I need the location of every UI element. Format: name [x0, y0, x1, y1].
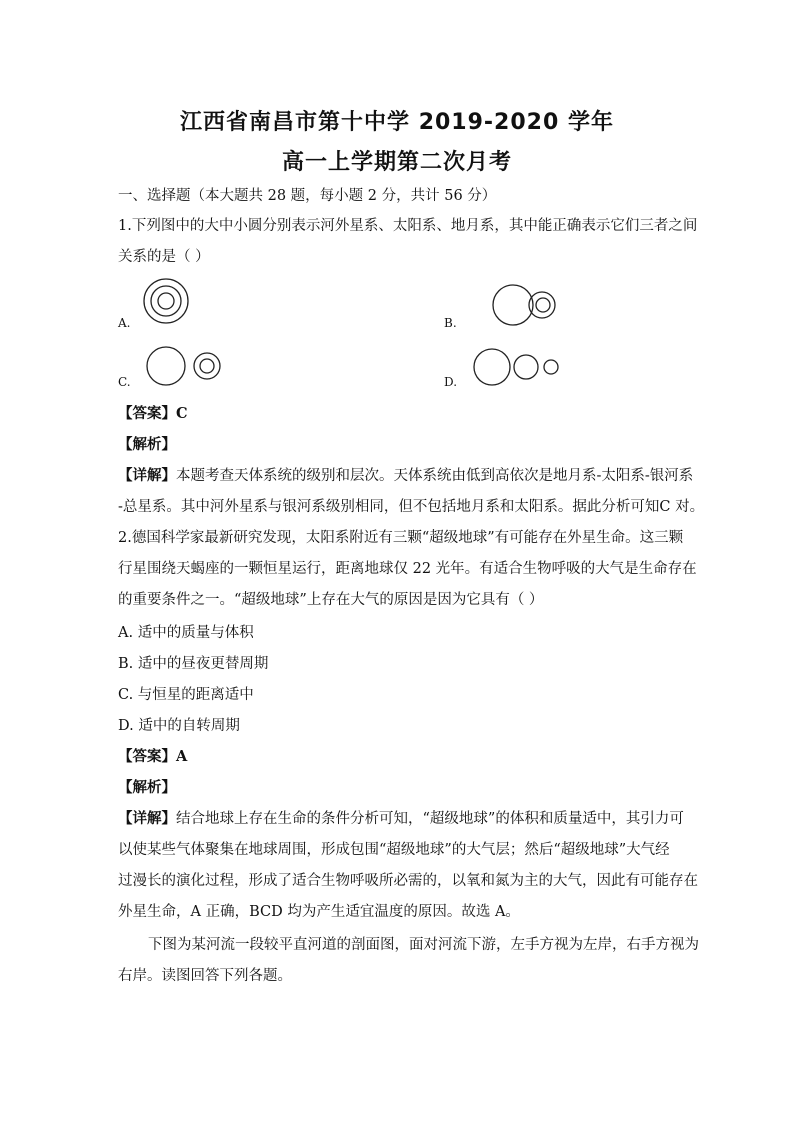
q1-detail-text1: 本题考查天体系统的级别和层次。天体系统由低到高依次是地月系-太阳系-银河系: [176, 468, 694, 484]
q2-answer: 【答案】A: [118, 748, 188, 765]
q1-option-b-figure: [490, 282, 560, 330]
q2-detail-line2: 以使某些气体聚集在地球周围，形成包围“超级地球”的大气层；然后“超级地球”大气经: [118, 842, 670, 858]
intro-line2: 右岸。读图回答下列各题。: [118, 968, 292, 984]
q1-stem-line2: 关系的是（ ）: [118, 249, 210, 265]
q2-stem-line3: 的重要条件之一。“超级地球”上存在大气的原因是因为它具有（ ）: [118, 592, 544, 608]
q1-option-c-figure: [144, 344, 224, 392]
q1-stem-line1: 1.下列图中的大中小圆分别表示河外星系、太阳系、地月系，其中能正确表示它们三者之间: [118, 218, 698, 234]
circle-medium: [151, 286, 181, 316]
q2-option-b: B. 适中的昼夜更替周期: [118, 656, 269, 672]
q1-option-a-label: A.: [118, 316, 131, 330]
circle-medium: [194, 353, 220, 379]
circle-small: [544, 360, 558, 374]
circle-small: [158, 293, 174, 309]
q2-option-d: D. 适中的自转周期: [118, 718, 240, 734]
q1-option-d-label: D.: [444, 375, 458, 389]
q1-option-a-figure: [140, 278, 196, 328]
q1-answer: 【答案】C: [118, 405, 188, 422]
intro-line1: 下图为某河流一段较平直河道的剖面图，面对河流下游，左手方视为左岸，右手方视为: [148, 937, 699, 953]
circle-large: [147, 347, 185, 385]
section-header: 一、选择题（本大题共 28 题，每小题 2 分，共计 56 分）: [118, 188, 497, 204]
doc-title-line1: 江西省南昌市第十中学 2019-2020 学年: [180, 110, 614, 135]
q2-stem-line1: 2.德国科学家最新研究发现，太阳系附近有三颗“超级地球”有可能存在外星生命。这三颗: [118, 530, 684, 546]
circle-medium: [514, 355, 538, 379]
q2-detail-line1: [118, 809, 684, 829]
q2-detail-line3: 过漫长的演化过程，形成了适合生物呼吸所必需的，以氧和氮为主的大气，因此有可能存在: [118, 873, 698, 889]
q2-analysis-label: 【解析】: [118, 779, 176, 796]
q1-detail-line1: [118, 466, 694, 486]
q1-option-b-label: B.: [444, 316, 457, 330]
q1-option-d-figure: [472, 346, 564, 390]
doc-title-line2: 高一上学期第二次月考: [281, 150, 512, 175]
q2-stem-line2: 行星围绕天蝎座的一颗恒星运行，距离地球仅 22 光年。有适合生物呼吸的大气是生命存在: [118, 561, 697, 577]
q2-detail-text1: 结合地球上存在生命的条件分析可知，“超级地球”的体积和质量适中，其引力可: [176, 811, 684, 827]
q2-option-c: C. 与恒星的距离适中: [118, 687, 254, 703]
q1-detail-label: 【详解】: [118, 467, 176, 484]
circle-small: [536, 298, 550, 312]
q1-detail-line2: -总星系。其中河外星系与银河系级别相同，但不包括地月系和太阳系。据此分析可知C 对。: [118, 499, 705, 515]
circle-small: [200, 359, 214, 373]
q2-detail-label: 【详解】: [118, 810, 176, 827]
circle-large: [493, 285, 533, 325]
q1-option-c-label: C.: [118, 375, 131, 389]
circle-large: [474, 349, 510, 385]
q1-analysis-label: 【解析】: [118, 436, 176, 453]
q2-detail-line4: 外星生命，A 正确，BCD 均为产生适宜温度的原因。故选 A。: [118, 904, 520, 920]
q2-option-a: A. 适中的质量与体积: [118, 625, 254, 641]
